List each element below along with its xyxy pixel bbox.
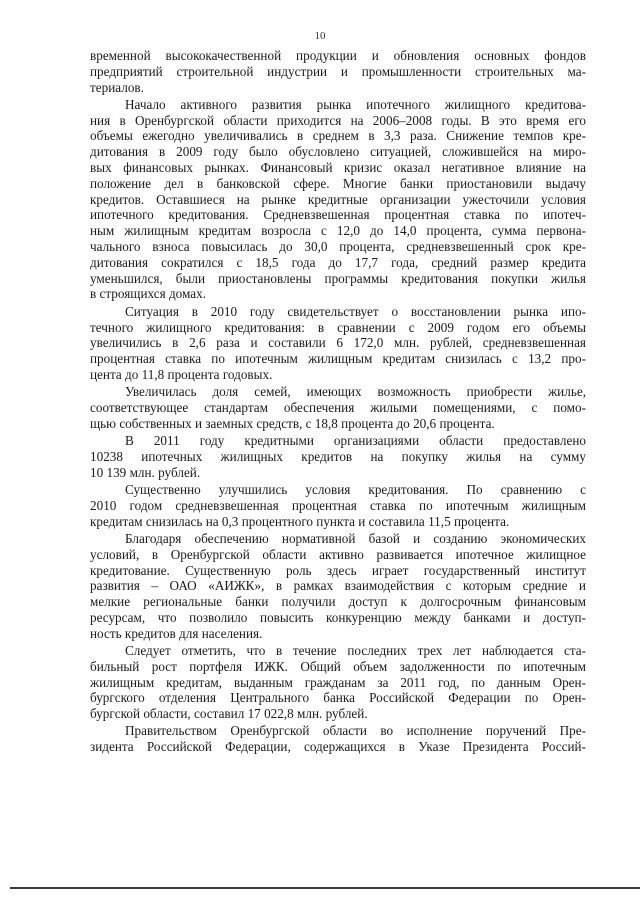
text-line: щью собственных и заемных средств, с 18,8 процента до 20,6 процента. [90,415,495,431]
text-line: вых финансовых рынках. Финансовый кризис оказал негативное влияние на [90,160,586,176]
text-line: ным жилищным кредитам возросла с 12,0 до 14,0 процента, сумма первона- [90,223,586,239]
text-line: развития – ОАО «АИЖК», в рамках взаимодействия с которым средние и [90,578,586,594]
text-line: ресурсам, что позволило повысить конкуренцию между банками и доступ- [90,609,586,625]
text-line: кредитование. Существенную роль здесь играет государственный институт [90,562,586,578]
text-line: временной высококачественной продукции и обновления основных фондов [90,48,586,63]
text-line: 10238 ипотечных жилищных кредитов на покупку жилья на сумму [90,448,586,464]
text-line: мелкие региональные банки получили доступ к долгосрочным финансовым [90,594,586,610]
text-line: 2010 годом средневзвешенная процентная ставка по ипотечным жилищным [90,497,586,513]
text-line: ипотечного кредитования. Средневзвешенная процентная ставка по ипотеч- [90,207,586,223]
text-line: соответствующее стандартам обеспечения жилыми помещениями, с помо- [90,400,586,416]
text-line: процентная ставка по ипотечным жилищным кредитам снизилась с 13,2 про- [90,351,586,367]
text-line: зидента Российской Федерации, содержащихся в Указе Президента Россий- [90,739,586,755]
bottom-rule [10,887,640,889]
text-line: Благодаря обеспечению нормативной базой и созданию экономических [125,530,586,546]
text-line: жилищным кредитам, выданным гражданам за 2011 год, по данным Орен- [90,674,586,690]
text-line: В 2011 году кредитными организациями области предоставлено [125,433,586,449]
text-line: бургского отделения Центрального банка Российской Федерации по Орен- [90,690,586,706]
text-line: дитования в 2009 году было обусловлено ситуацией, сложившейся на миро- [90,144,586,160]
text-line: Ситуация в 2010 году свидетельствует о восстановлении рынка ипо- [125,303,586,319]
text-line: бургской области, составил 17 022,8 млн. рублей. [90,706,368,722]
text-line: дитования сократился с 18,5 года до 17,7 года, средний размер кредита [90,254,586,270]
text-line: положение дел в банковской сфере. Многие банки приостановили выдачу [90,175,586,191]
text-line: ность кредитов для населения. [90,625,263,641]
text-line: Следует отметить, что в течение последних трех лет наблюдается ста- [125,642,586,658]
text-line: Правительством Оренбургской области во исполнение поручений Пре- [125,723,586,739]
text-line: в строящихся домах. [90,286,206,302]
text-line: объемы ежегодно увеличивались в среднем в 3,3 раза. Снижение темпов кре- [90,128,586,144]
text-line: уменьшился, были приостановлены программы кредитования покупки жилья [90,270,586,286]
text-line: бильный рост портфеля ИЖК. Общий объем задолженности по ипотечным [90,658,586,674]
text-line: предприятий строительной индустрии и промышленности строительных ма- [90,63,586,79]
document-body [90,48,586,755]
page-number: 10 [314,30,326,42]
text-line: ния в Оренбургской области приходится на 2006–2008 годы. В это время его [90,112,586,128]
text-line: 10 139 млн. рублей. [90,464,201,480]
text-line: Увеличилась доля семей, имеющих возможность приобрести жилье, [125,384,586,400]
text-line: Существенно улучшились условия кредитования. По сравнению с [125,482,586,498]
text-line: чального взноса повысилась до 30,0 процента, средневзвешенный срок кре- [90,239,586,255]
text-line: течного жилищного кредитования: в сравнении с 2009 годом его объемы [90,319,586,335]
text-line: цента до 11,8 процента годовых. [90,366,273,382]
text-line: кредитов. Оставшиеся на рынке кредитные организации ужесточили условия [90,191,586,207]
text-line: условий, в Оренбургской области активно развивается ипотечное жилищное [90,546,586,562]
text-line: териалов. [90,79,144,95]
text-line: увеличились в 2,6 раза и составили 6 172,0 млн. рублей, средневзвешенная [90,335,586,351]
text-line: кредитам снизилась на 0,3 процентного пункта и составила 11,5 процента. [90,513,510,529]
text-line: Начало активного развития рынка ипотечного жилищного кредитова- [125,96,586,112]
